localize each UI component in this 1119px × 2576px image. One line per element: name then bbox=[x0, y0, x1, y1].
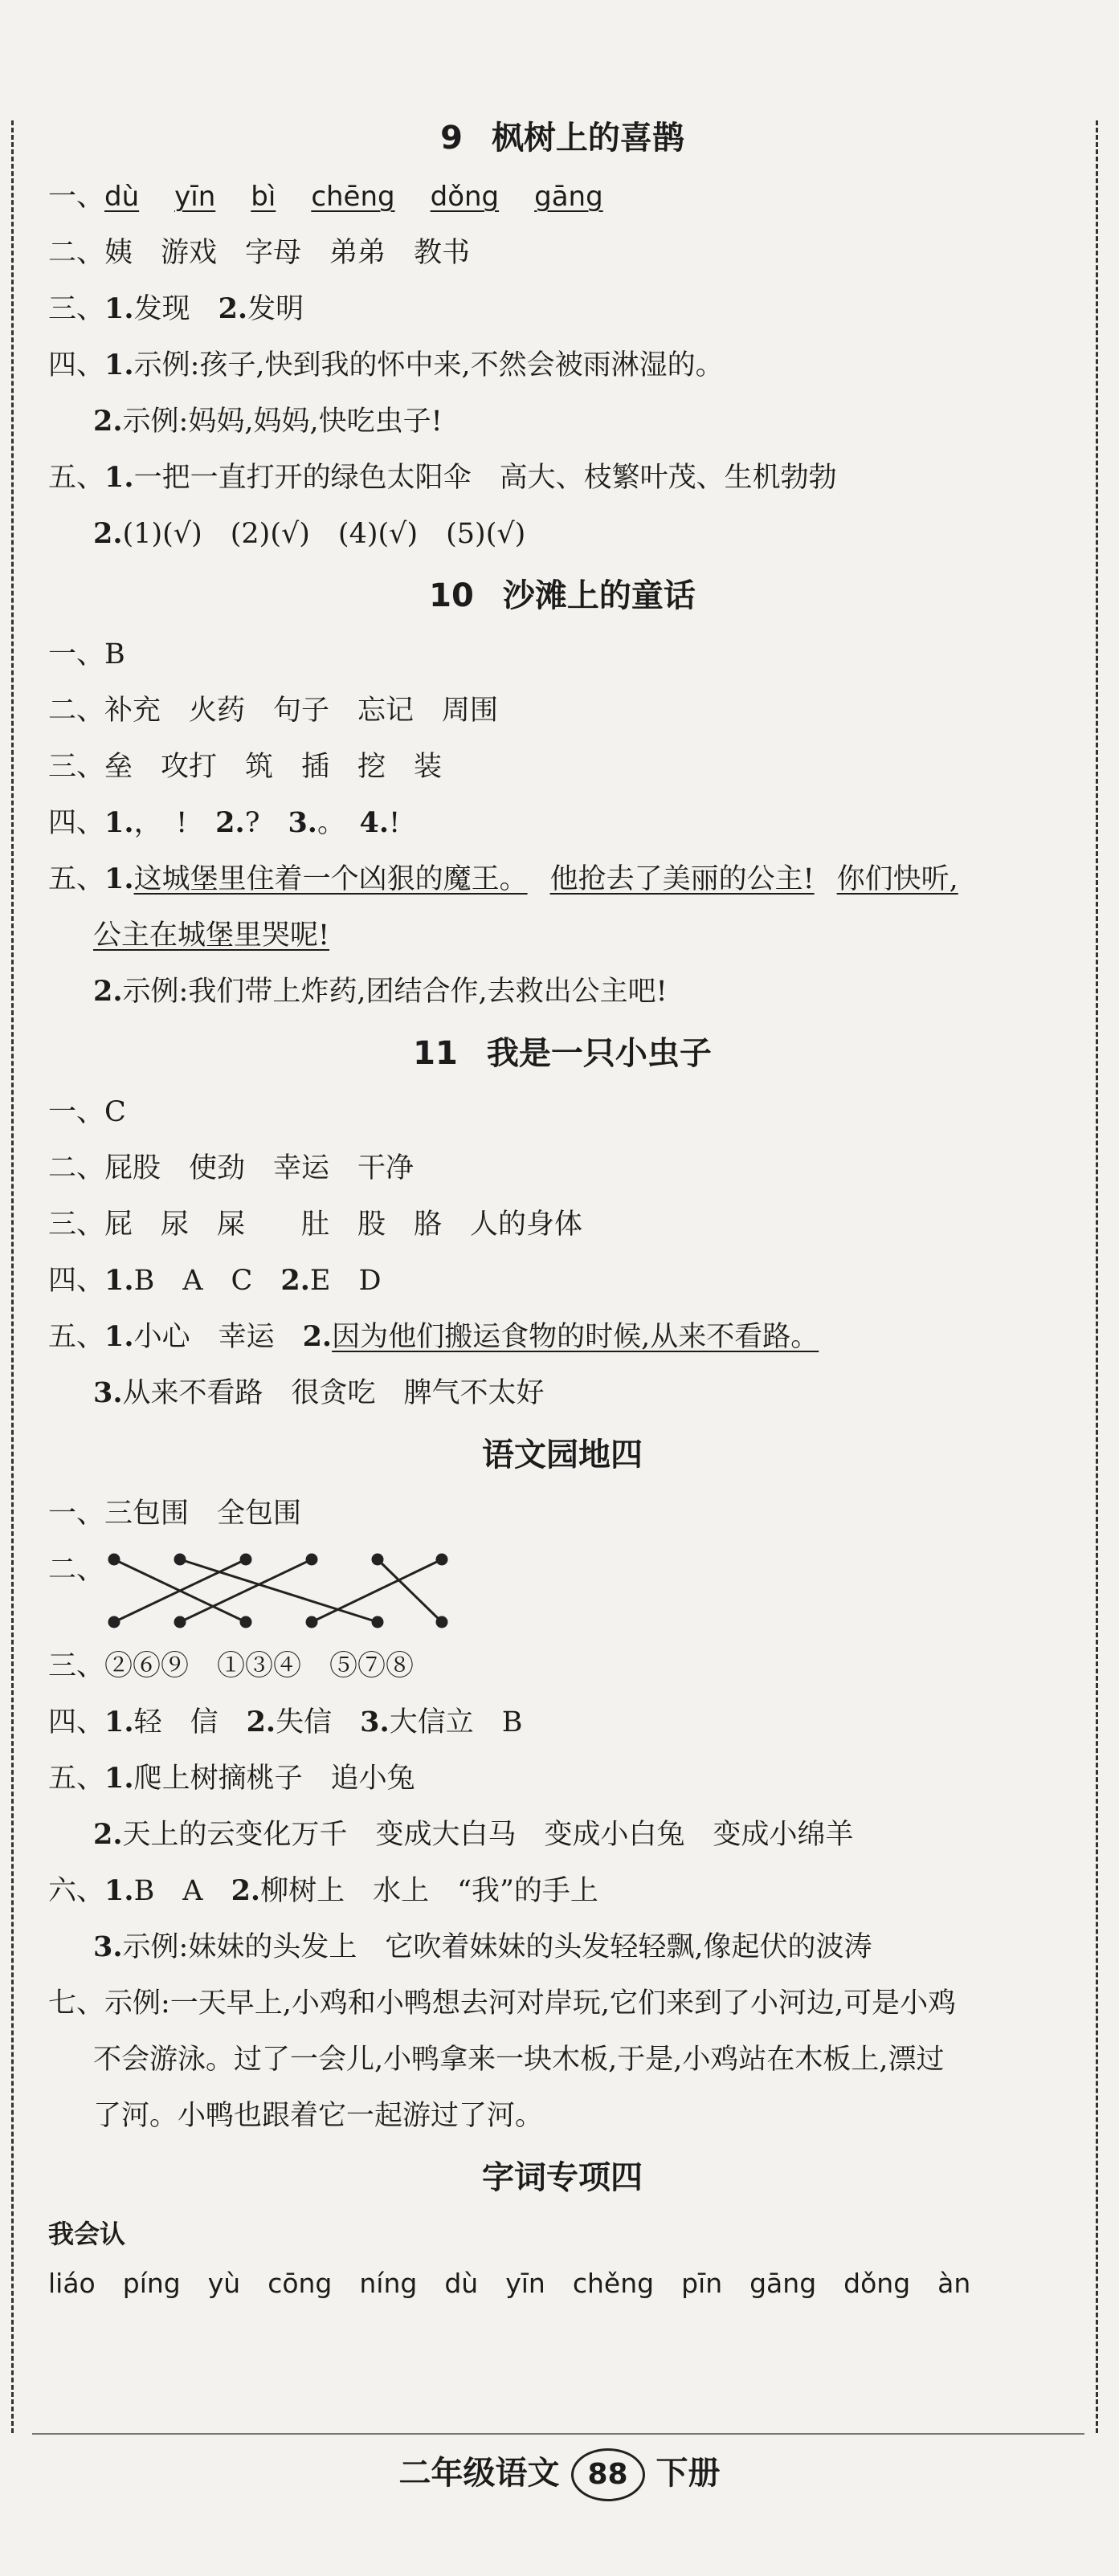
match-line bbox=[180, 1559, 378, 1622]
section-title-11: 11 我是一只小虫子 bbox=[413, 1035, 712, 1072]
pinyin-item: gāng bbox=[749, 2268, 817, 2299]
section-title-10: 10 沙滩上的童话 bbox=[429, 577, 696, 614]
s11-line-4: 四、1.B A C 2.E D bbox=[48, 1264, 382, 1297]
pinyin-item: chēng bbox=[311, 181, 395, 213]
match-dot bbox=[307, 1617, 317, 1627]
match-dot bbox=[373, 1617, 382, 1627]
s4-line-4: 四、1.轻 信 2.失信 3.大信立 B bbox=[48, 1706, 523, 1738]
s10-line-5: 五、1.这城堡里住着一个凶狠的魔王。 他抢去了美丽的公主! 你们快听, bbox=[48, 862, 958, 895]
s9-line-4: 四、1.示例:孩子,快到我的怀中来,不然会被雨淋湿的。 bbox=[48, 348, 724, 381]
s9-line-3: 三、1.发现 2.发明 bbox=[48, 292, 304, 325]
match-dot bbox=[373, 1555, 382, 1564]
section-title-9: 9 枫树上的喜鹊 bbox=[440, 120, 684, 157]
s9-line-7: 2.(1)(√) (2)(√) (4)(√) (5)(√) bbox=[93, 517, 526, 550]
s11-line-5: 五、1.小心 幸运 2.因为他们搬运食物的时候,从来不看路。 bbox=[48, 1320, 819, 1353]
pinyin-item: chěng bbox=[572, 2268, 655, 2299]
pinyin-item: níng bbox=[359, 2268, 418, 2299]
pinyin-row bbox=[48, 2260, 1076, 2308]
s10-line-7: 2.示例:我们带上炸药,团结合作,去救出公主吧! bbox=[93, 975, 668, 1008]
s4-line-1: 一、三包围 全包围 bbox=[48, 1498, 302, 1530]
pinyin-item: cōng bbox=[267, 2268, 333, 2299]
page-number-badge: 88 bbox=[571, 2448, 645, 2501]
match-line bbox=[378, 1559, 442, 1622]
content bbox=[48, 104, 1076, 2308]
right-dashed-border bbox=[1096, 120, 1098, 2433]
match-dot bbox=[307, 1555, 317, 1564]
s10-line-6: 公主在城堡里哭呢! bbox=[93, 919, 330, 952]
pinyin-item: dǒng bbox=[430, 181, 500, 213]
match-dot bbox=[175, 1617, 185, 1627]
match-dot bbox=[241, 1555, 251, 1564]
pinyin-item: yīn bbox=[174, 181, 216, 213]
subsection-head: 我会认 bbox=[48, 2219, 126, 2249]
s4-line-7: 六、1.B A 2.柳树上 水上 “我”的手上 bbox=[48, 1874, 598, 1907]
s9-line-1: 一、dù yīn bì chēng dǒng gāng bbox=[48, 181, 603, 213]
match-line bbox=[312, 1559, 442, 1622]
s11-line-2: 二、屁股 使劲 幸运 干净 bbox=[48, 1152, 415, 1184]
match-line bbox=[180, 1559, 312, 1622]
matching-lines-svg bbox=[104, 1542, 474, 1638]
s4-line-10: 不会游泳。过了一会儿,小鸭拿来一块木板,于是,小鸡站在木板上,漂过 bbox=[93, 2044, 945, 2076]
s4-line-8: 3.示例:妹妹的头发上 它吹着妹妹的头发轻轻飘,像起伏的波涛 bbox=[93, 1930, 872, 1963]
pinyin-item: àn bbox=[937, 2268, 971, 2299]
s11-line-1: 一、C bbox=[48, 1096, 126, 1128]
section-title-garden-4: 语文园地四 bbox=[482, 1437, 643, 1473]
s10-line-2: 二、补充 火药 句子 忘记 周围 bbox=[48, 695, 499, 727]
s4-line-2: 二、 bbox=[48, 1542, 1076, 1638]
pinyin-item: pīn bbox=[681, 2268, 723, 2299]
pinyin-item: píng bbox=[122, 2268, 181, 2299]
s4-line-9: 七、示例:一天早上,小鸡和小鸭想去河对岸玩,它们来到了小河边,可是小鸡 bbox=[48, 1987, 957, 2020]
s10-line-1: 一、B bbox=[48, 638, 125, 670]
pinyin-item: gāng bbox=[534, 181, 603, 213]
s10-line-4: 四、1.， ! 2.? 3.。 4.! bbox=[48, 806, 401, 839]
footer-divider bbox=[32, 2433, 1084, 2435]
s11-line-3: 三、屁 尿 屎 肚 股 胳 人的身体 bbox=[48, 1209, 583, 1241]
match-dot bbox=[109, 1617, 119, 1627]
s4-line-11: 了河。小鸭也跟着它一起游过了河。 bbox=[93, 2100, 544, 2132]
s10-line-3: 三、垒 攻打 筑 插 挖 装 bbox=[48, 751, 443, 783]
s4-line-6: 2.天上的云变化万千 变成大白马 变成小白兔 变成小绵羊 bbox=[93, 1818, 854, 1851]
pinyin-item: yù bbox=[207, 2268, 241, 2299]
footer-grade: 二年级语文 bbox=[398, 2455, 560, 2492]
s9-line-5: 2.示例:妈妈,妈妈,快吃虫子! bbox=[93, 405, 443, 438]
match-dot bbox=[241, 1617, 251, 1627]
s9-line-2: 二、姨 游戏 字母 弟弟 教书 bbox=[48, 237, 471, 269]
s4-line-3: 三、②⑥⑨ ①③④ ⑤⑦⑧ bbox=[48, 1650, 415, 1682]
pinyin-item: yīn bbox=[505, 2268, 545, 2299]
pinyin-item: dù bbox=[444, 2268, 479, 2299]
pinyin-item: dù bbox=[104, 181, 140, 213]
matching-lines bbox=[104, 1542, 474, 1638]
pinyin-item: dǒng bbox=[843, 2268, 911, 2299]
page-footer bbox=[0, 2441, 1119, 2505]
pinyin-item: bì bbox=[251, 181, 276, 213]
s11-line-6: 3.从来不看路 很贪吃 脾气不太好 bbox=[93, 1376, 545, 1409]
match-dot bbox=[175, 1555, 185, 1564]
match-dot bbox=[109, 1555, 119, 1564]
s9-line-6: 五、1.一把一直打开的绿色太阳伞 高大、枝繁叶茂、生机勃勃 bbox=[48, 461, 837, 494]
s4-line-5: 五、1.爬上树摘桃子 追小兔 bbox=[48, 1762, 415, 1795]
footer-volume: 下册 bbox=[655, 2455, 721, 2492]
match-dot bbox=[437, 1617, 447, 1627]
match-dot bbox=[437, 1555, 447, 1564]
left-dashed-border bbox=[11, 120, 14, 2433]
section-title-vocab-4: 字词专项四 bbox=[482, 2159, 643, 2196]
pinyin-item: liáo bbox=[48, 2268, 96, 2299]
